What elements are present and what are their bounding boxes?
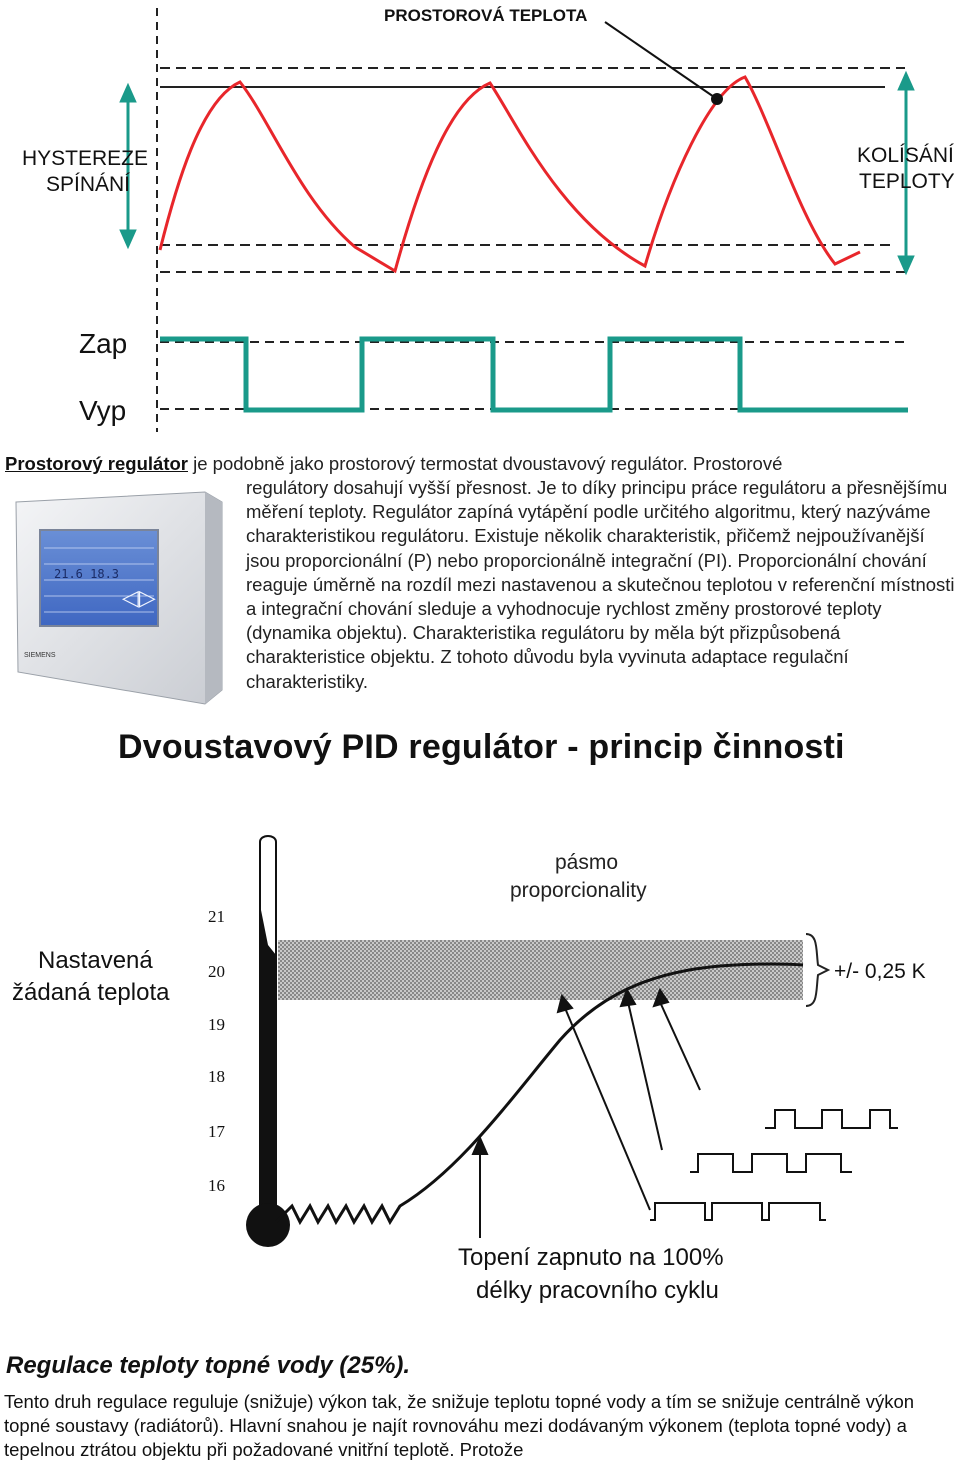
pulse-train-short	[765, 1110, 898, 1128]
band-brace	[806, 934, 828, 1006]
water-regulation-body: Tento druh regulace reguluje (snižuje) výkon tak, že snižuje teplotu topné vody a tím se snižuje centrálně výkon topné soustavy (radiátorů). Hlavní snahou je najít rovnováhu mezi dodávaným výkonem (teplota topné vody) a tepelnou ztrátou objektu při požadované vnitřní teplotě. Protože	[4, 1391, 915, 1460]
pulse-train-medium	[690, 1154, 852, 1172]
water-regulation-heading: Regulace teploty topné vody (25%).	[6, 1352, 411, 1379]
hysteresis-label-2: SPÍNÁNÍ	[46, 173, 131, 196]
room-regulator-link[interactable]: Prostorový regulátor	[5, 453, 188, 474]
band-label-1: pásmo	[555, 851, 619, 874]
fluctuation-label-1: KOLÍSÁNÍ	[857, 144, 954, 167]
pid-section-title: Dvoustavový PID regulátor - princip činnosti	[118, 728, 845, 766]
intro-paragraph: regulátory dosahují vyšší přesnost. Je to díky principu práce regulátoru a přesnějšímu měření teploty. Regulátor zapíná vytápění podle určitého algoritmu, který nazýváme charakteristikou regulátoru. Existuje několik charakteristik, přičemž nejpoužívanější jsou proporcionální (P) nebo proporcionálně integrační (PI). Proporcionální chování reaguje úměrně na rozdíl mezi nastavenou a skutečnou teplotou v referenční místnosti a integrační chování sleduje a vyhodnocuje rychlost změny prostorové teploty (dynamika objektu). Charakteristika regulátoru by měla být přizpůsobená charakteristice objektu. Z tohoto důvodu byla vyvinuta adaptace regulační charakteristiky.	[246, 477, 955, 692]
setpoint-label-1: Nastavená	[38, 947, 153, 974]
scale-20: 20	[208, 962, 225, 981]
band-label-2: proporcionality	[510, 879, 647, 902]
scale-19: 19	[208, 1015, 225, 1034]
intro-first-line-text: je podobně jako prostorový termostat dvoustavový regulátor. Prostorové	[188, 453, 783, 474]
on-label: Zap	[79, 328, 128, 359]
svg-text:◁▷: ◁▷	[122, 586, 156, 611]
pointer-lines	[473, 990, 700, 1238]
hysteresis-diagram	[0, 0, 960, 440]
setpoint-label-2: žádaná teplota	[12, 979, 170, 1006]
heating-label-1: Topení zapnuto na 100%	[458, 1244, 724, 1271]
room-regulator-device-image	[10, 490, 238, 718]
heating-label-2: délky pracovního cyklu	[476, 1277, 719, 1304]
hysteresis-label-1: HYSTEREZE	[22, 147, 149, 170]
scale-16: 16	[208, 1176, 225, 1195]
fluctuation-label-2: TEPLOTY	[859, 170, 955, 193]
pulse-train-long	[650, 1203, 826, 1220]
intro-first-line	[5, 452, 955, 476]
scale-21: 21	[208, 907, 225, 926]
pid-principle-diagram	[0, 820, 960, 1310]
scale-18: 18	[208, 1067, 225, 1086]
room-temperature-label: PROSTOROVÁ TEPLOTA	[384, 6, 588, 25]
temperature-rise-curve	[276, 964, 803, 1222]
device-brand: SIEMENS	[24, 652, 56, 659]
off-label: Vyp	[79, 395, 127, 426]
switching-square-wave	[160, 339, 908, 410]
thermometer	[246, 836, 290, 1247]
proportional-band	[278, 940, 803, 1000]
svg-text:21.6 18.3: 21.6 18.3	[54, 567, 120, 581]
room-temperature-curve	[160, 77, 860, 271]
scale-17: 17	[208, 1122, 225, 1141]
band-tolerance: +/- 0,25 K	[834, 960, 926, 983]
